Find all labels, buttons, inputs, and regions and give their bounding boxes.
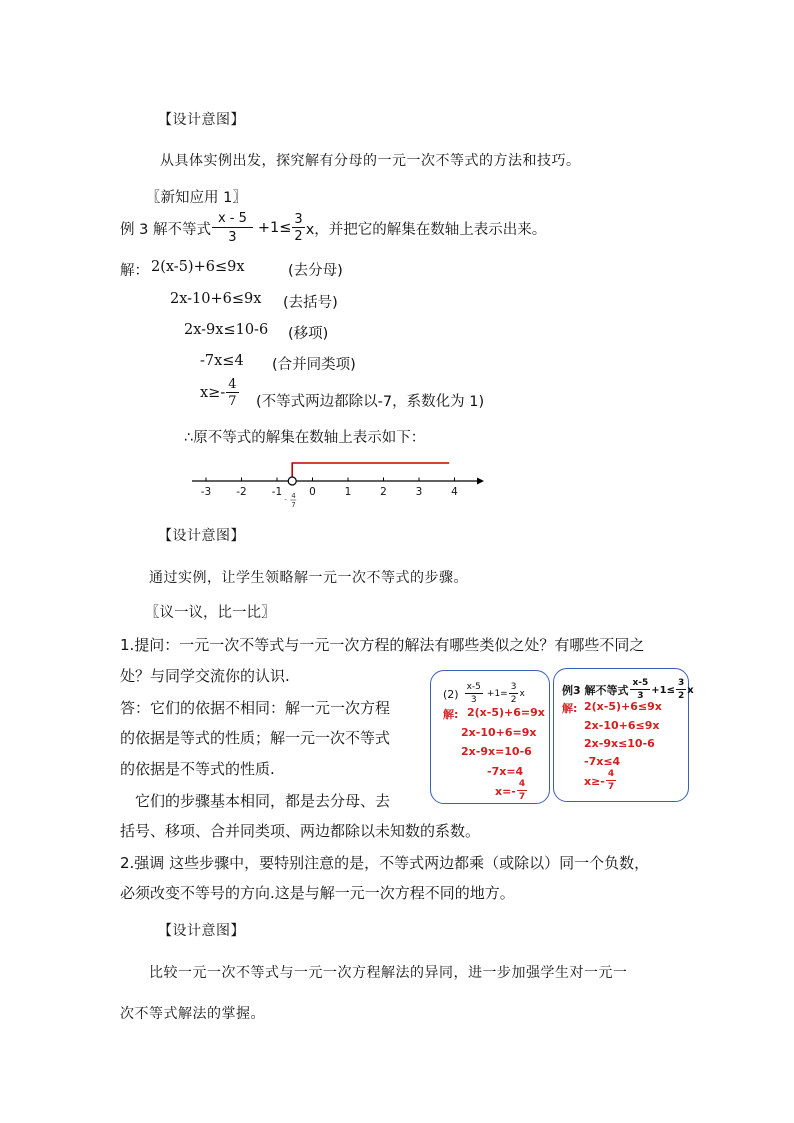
example-fraction	[212, 212, 253, 244]
panel-left-line-5-fraction	[517, 780, 527, 802]
number-line-tick-label: 3	[415, 486, 423, 498]
design-intent-text-3-line-2: 次不等式解法的掌握。	[120, 1006, 265, 1022]
panel-left-line-1: 2(x-5)+6=9x	[467, 706, 545, 719]
rhs-denominator: 2	[294, 229, 303, 244]
example-prefix: 例 3 解不等式	[120, 221, 211, 238]
panel-left-rhs-den: 2	[510, 695, 517, 705]
design-intent-text: 从具体实例出发，探究解有分母的一元一次不等式的方法和技巧。	[160, 153, 581, 169]
solution-step-1: 2(x-5)+6≤9x	[151, 259, 245, 275]
panel-right-line-3: 2x-9x≤10-6	[584, 737, 655, 750]
solution-set-ray	[292, 463, 449, 477]
design-intent-heading-3: 【设计意图】	[158, 923, 245, 939]
step5-denominator: 7	[228, 394, 237, 409]
number-line-labels	[201, 486, 458, 498]
design-intent-heading: 【设计意图】	[158, 112, 245, 128]
panel-left-fraction-num: x-5	[466, 682, 481, 692]
answer-line-1: 答：它们的依据不相同：解一元一次方程	[120, 699, 391, 717]
panel-right-rhs-den: 2	[678, 691, 685, 701]
panel-left-var: x	[519, 689, 525, 699]
number-line-arrow	[477, 478, 484, 485]
question-2-line-1: 2.强调 这些步骤中，要特别注意的是，不等式两边都乘（或除以）同一个负数，	[120, 854, 650, 872]
solution-note-2: (去括号)	[283, 295, 338, 311]
answer-line-2: 的依据是等式的性质；解一元一次不等式	[120, 729, 391, 747]
example-3-problem	[120, 212, 546, 244]
panel-right-fraction	[630, 679, 650, 701]
open-endpoint	[288, 477, 296, 485]
panel-right-line-5-fraction	[606, 770, 616, 792]
section-title-discuss: 〖议一议，比一比〗	[145, 605, 276, 621]
panel-left-equation	[443, 683, 525, 705]
design-intent-heading-2: 【设计意图】	[158, 528, 245, 544]
solution-note-4: (合并同类项)	[272, 357, 356, 373]
panel-right-fraction-num: x-5	[632, 678, 649, 688]
number-line	[188, 452, 492, 510]
number-line-tick-label: 1	[344, 486, 352, 498]
inequality-comparison-panel	[553, 668, 694, 802]
panel-right-mid: +1≤	[651, 684, 676, 696]
section-title-application: 〖新知应用 1〗	[146, 190, 247, 206]
panel-right-line-5-den: 7	[607, 782, 615, 792]
panel-left-line-5-den: 7	[518, 792, 526, 802]
number-line-tick-label: -3	[200, 486, 212, 498]
panel-left-line-5-num: 4	[518, 779, 526, 789]
number-line-tick-label: -2	[236, 486, 247, 498]
panel-left-solution-label: 解:	[443, 708, 459, 721]
panel-right-line-5-num: 4	[607, 769, 615, 779]
solution-note-3: (移项)	[288, 326, 329, 342]
panel-right-line-5-prefix: x≥-	[584, 774, 605, 788]
panel-left-rhs	[509, 683, 519, 705]
panel-left-line-4: -7x=4	[487, 765, 524, 778]
panel-left-line-5-prefix: x=-	[495, 784, 516, 798]
question-2-line-2: 必须改变不等号的方向.这是与解一元一次方程不同的地方。	[120, 884, 515, 902]
number-line-tick-label: -1	[271, 486, 283, 498]
panel-right-solution-label: 解:	[562, 702, 578, 715]
panel-right-line-4: -7x≤4	[584, 755, 621, 768]
fraction-denominator: 3	[228, 230, 237, 245]
step5-fraction	[226, 378, 238, 408]
endpoint-label	[284, 492, 296, 509]
panel-right-label: 例3 解不等式	[562, 684, 629, 697]
design-intent-text-2: 通过实例，让学生领略解一元一次不等式的步骤。	[149, 570, 468, 586]
panel-left-line-3: 2x-9x=10-6	[461, 745, 532, 758]
question-1-line-1: 1.提问：一元一次不等式与一元一次方程的解法有哪些类似之处？有哪些不同之	[120, 636, 645, 654]
panel-right-line-1: 2(x-5)+6≤9x	[584, 700, 662, 713]
equation-comparison-panel	[430, 670, 550, 804]
solution-step-5	[200, 378, 240, 408]
example-suffix: x，并把它的解集在数轴上表示出来。	[305, 221, 547, 238]
solution-note-1: (去分母)	[288, 263, 343, 279]
panel-left-label: (2)	[443, 687, 459, 701]
endpoint-label-numerator: 4	[291, 492, 296, 500]
panel-right-fraction-den: 3	[637, 691, 644, 701]
fraction-numerator: x - 5	[212, 212, 253, 228]
solution-note-5: (不等式两边都除以-7，系数化为 1)	[256, 394, 485, 410]
endpoint-label-denominator: 7	[291, 501, 296, 509]
panel-right-rhs	[676, 679, 686, 701]
example-rhs-fraction	[292, 213, 304, 243]
panel-left-rhs-num: 3	[510, 682, 517, 692]
panel-right-line-2: 2x-10+6≤9x	[584, 719, 660, 732]
number-line-tick-label: 4	[451, 486, 458, 498]
panel-left-fraction	[465, 683, 483, 705]
answer-line-5: 括号、移项、合并同类项、两边都除以未知数的系数。	[120, 822, 481, 840]
panel-left-line-5	[495, 780, 528, 802]
example-mid: +1≤	[257, 220, 292, 236]
number-line-tick-label: 0	[309, 486, 316, 498]
question-1-line-2: 处？与同学交流你的认识.	[120, 667, 290, 685]
answer-line-3: 的依据是不等式的性质.	[120, 760, 275, 778]
solution-step-4: -7x≤4	[200, 353, 244, 369]
panel-right-var: x	[687, 684, 694, 696]
panel-left-mid: +1=	[486, 689, 508, 699]
solution-label: 解：	[120, 263, 149, 279]
panel-right-line-5	[584, 770, 617, 792]
step5-numerator: 4	[228, 377, 237, 392]
panel-left-line-2: 2x-10+6=9x	[461, 726, 537, 739]
rhs-numerator: 3	[294, 212, 303, 227]
answer-line-4: 它们的步骤基本相同，都是去分母、去	[135, 792, 391, 810]
solution-conclusion: ∴原不等式的解集在数轴上表示如下：	[184, 430, 426, 446]
endpoint-label-sign: -	[284, 496, 287, 504]
panel-left-fraction-den: 3	[470, 695, 477, 705]
number-line-tick-label: 2	[380, 486, 387, 498]
panel-right-rhs-num: 3	[678, 678, 685, 688]
solution-step-3: 2x-9x≤10-6	[184, 322, 269, 338]
design-intent-text-3-line-1: 比较一元一次不等式与一元一次方程解法的异同，进一步加强学生对一元一	[149, 965, 628, 981]
panel-right-inequality	[562, 679, 694, 701]
solution-step-2: 2x-10+6≤9x	[170, 291, 262, 307]
step5-prefix: x≥-	[200, 385, 226, 401]
